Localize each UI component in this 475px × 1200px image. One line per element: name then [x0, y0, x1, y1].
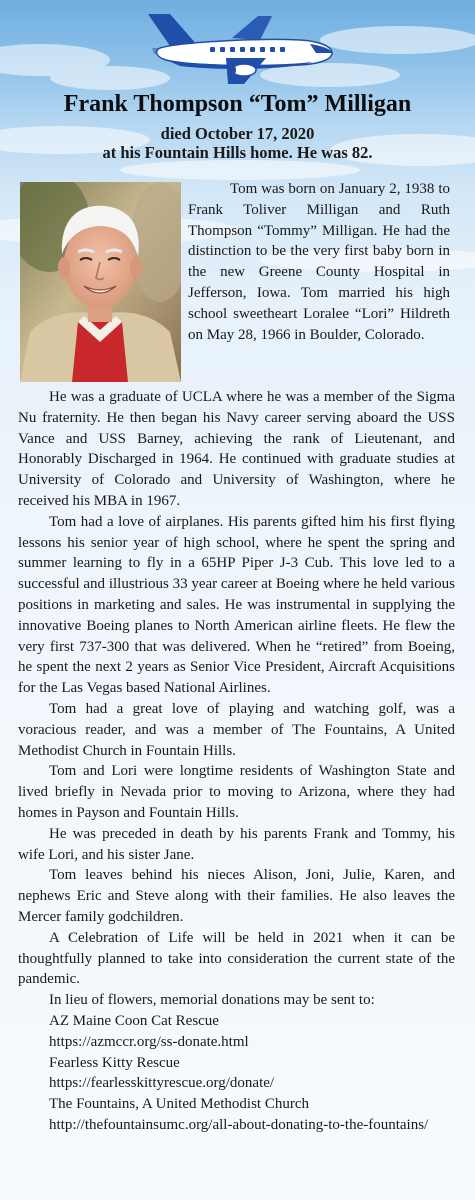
donation-org-1: AZ Maine Coon Cat Rescue	[49, 1012, 219, 1029]
paragraph-career: Tom had a love of airplanes. His parents gifted him his first flying lessons his senior year of high school, where he spent the spring and summer learning to fly in a 65HP Piper J-3 Cub. This love led to a successful and illustrious 33 year career at Boeing where he held various positions in marketing and sales. He was instrumental in supplying the innovative Boeing planes to North American airline fleets. He flew the very first 737-300 that was delivered. When he “retired” from Boeing, he spent the next 2 years as Senior Vice President, Aircraft Acquisitions for the Las Vegas based National Airlines.	[18, 513, 455, 697]
airplane-icon	[140, 8, 340, 88]
donation-url-2[interactable]: https://fearlesskittyrescue.org/donate/	[49, 1075, 275, 1092]
death-info	[0, 124, 475, 162]
donation-url-1[interactable]: https://azmccr.org/ss-donate.html	[49, 1033, 249, 1050]
death-date-line: died October 17, 2020	[160, 124, 315, 143]
obituary-body	[18, 387, 455, 1136]
donation-org-3: The Fountains, A United Methodist Church	[49, 1096, 309, 1113]
paragraph-residence: Tom and Lori were longtime residents of Washington State and lived briefly in Nevada prior to moving to Arizona, where they had homes in Payson and Fountain Hills.	[18, 763, 455, 821]
paragraph-preceded: He was preceded in death by his parents Frank and Tommy, his wife Lori, and his sister Jane.	[18, 825, 455, 863]
death-place-line: at his Fountain Hills home. He was 82.	[102, 143, 373, 162]
paragraph-celebration: A Celebration of Life will be held in 2021 when it can be thoughtfully planned to take into consideration the current state of the pandemic.	[18, 929, 455, 988]
donation-url-3[interactable]: http://thefountainsumc.org/all-about-donating-to-the-fountains/	[49, 1116, 429, 1133]
donations-intro: In lieu of flowers, memorial donations may be sent to:	[49, 992, 375, 1009]
intro-paragraph	[188, 179, 450, 345]
obituary-name: Frank Thompson “Tom” Milligan	[63, 91, 412, 117]
donation-org-2: Fearless Kitty Rescue	[49, 1054, 180, 1071]
paragraph-hobbies: Tom had a great love of playing and watching golf, was a voracious reader, and was a member of The Fountains, A United Methodist Church in Fountain Hills.	[18, 700, 455, 759]
donations-section	[18, 990, 455, 1136]
portrait-photo	[20, 182, 181, 382]
paragraph-survivors: Tom leaves behind his nieces Alison, Joni, Julie, Karen, and nephews Eric and Steve along with their families. He also leaves the Mercer family godchildren.	[18, 867, 455, 925]
paragraph-education: He was a graduate of UCLA where he was a member of the Sigma Nu fraternity. He then began his Navy career serving aboard the USS Vance and USS Barney, achieving the rank of Lieutenant, and Honorably Discharged in 1964. He continued with graduate studies at University of Colorado and University of Washington, where he received his MBA in 1967.	[18, 389, 455, 509]
paragraph-birth: Tom was born on January 2, 1938 to Frank Toliver Milligan and Ruth Thompson “Tommy” Milligan. He had the distinction to be the very first baby born in the new Greene County Hospital in Jefferson, Iowa. Tom married his high school sweetheart Loralee “Lori” Hildreth on May 28, 1966 in Boulder, Colorado.	[188, 181, 450, 343]
